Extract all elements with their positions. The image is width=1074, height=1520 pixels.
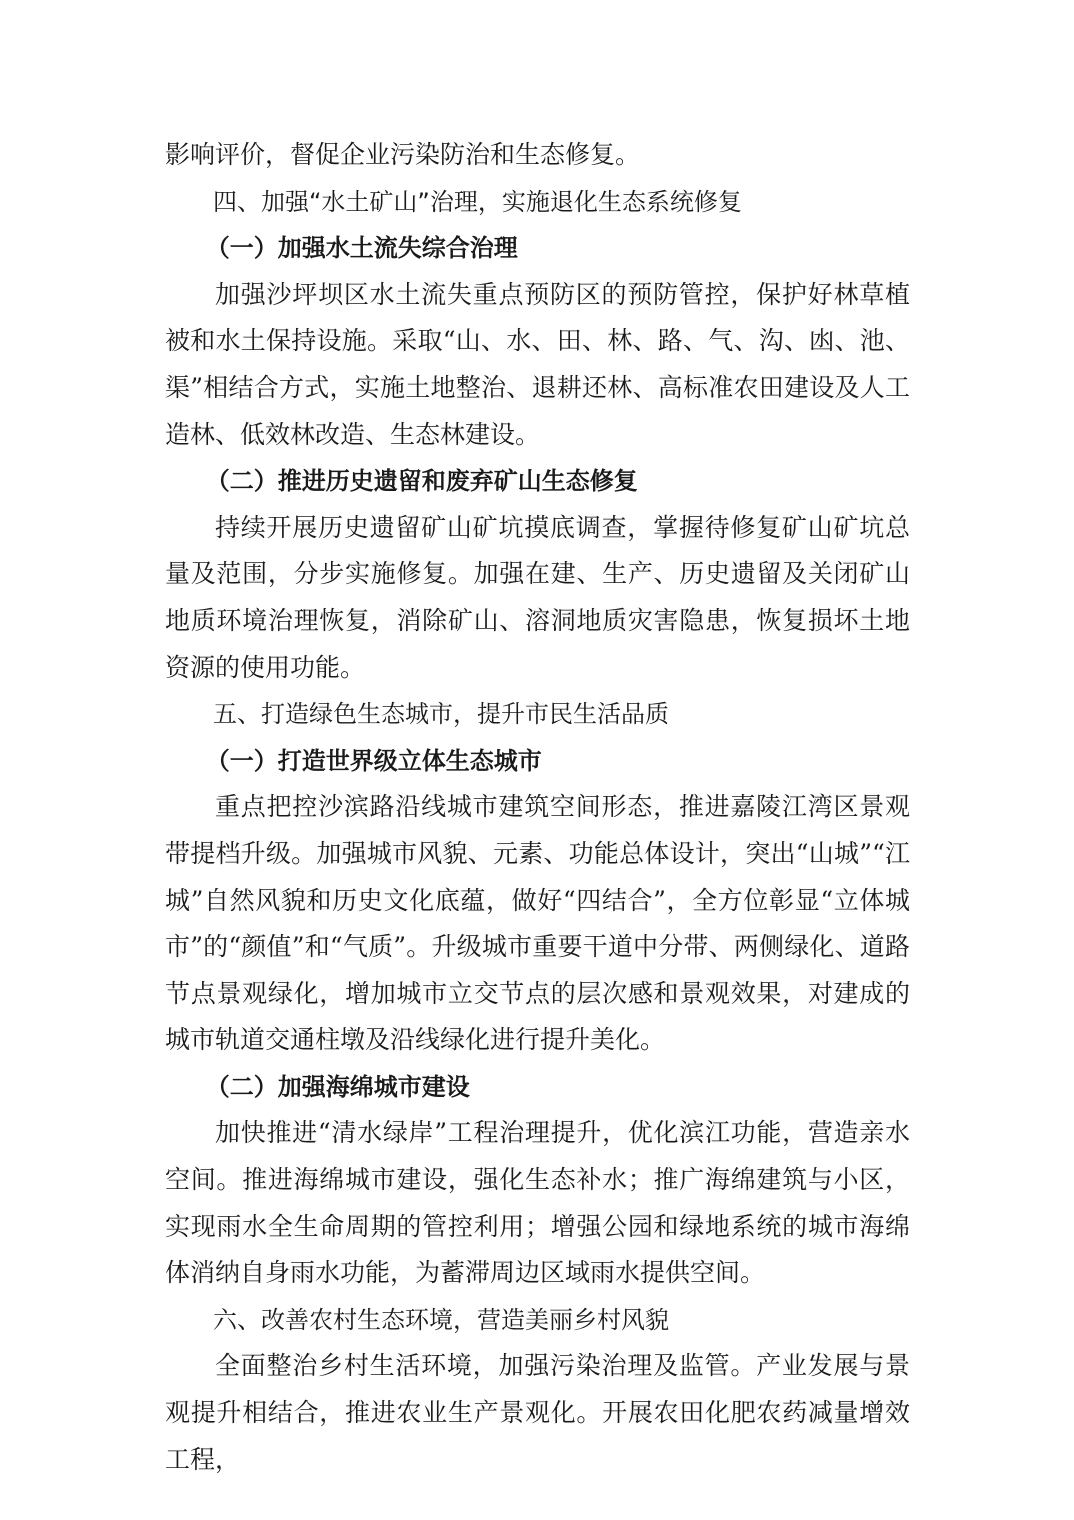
continuation-paragraph: 影响评价，督促企业污染防治和生态修复。 [165,140,641,169]
subsection-heading-4-2: （二）推进历史遗留和废弃矿山生态修复 [205,467,638,496]
paragraph-soil-erosion: 加强沙坪坝区水土流失重点预防区的预防管控，保护好林草植被和水土保持设施。采取“山、水、田、林、路、气、沟、凼、池、渠”相结合方式，实施土地整治、退耕还林、高标准农田建设及人工造林、低效林改造、生态林建设。 [165,279,910,449]
paragraph-eco-city: 重点把控沙滨路沿线城市建筑空间形态，推进嘉陵江湾区景观带提档升级。加强城市风貌、元素、功能总体设计，突出“山城”“江城”自然风貌和历史文化底蕴，做好“四结合”，全方位彰显“立体城市”的“颜值”和“气质”。升级城市重要干道中分带、两侧绿化、道路节点景观绿化，增加城市立交节点的层次感和景观效果，对建成的城市轨道交通柱墩及沿线绿化进行提升美化。 [165,792,910,1055]
section-heading-6: 六、改善农村生态环境，营造美丽乡村风貌 [213,1305,669,1334]
subsection-heading-5-2: （二）加强海绵城市建设 [205,1072,470,1101]
subsection-heading-4-1: （一）加强水土流失综合治理 [205,234,518,263]
section-heading-5: 五、打造绿色生态城市，提升市民生活品质 [213,700,669,729]
paragraph-mine-restoration: 持续开展历史遗留矿山矿坑摸底调查，掌握待修复矿山矿坑总量及范围，分步实施修复。加强在建、生产、历史遗留及关闭矿山地质环境治理恢复，消除矿山、溶洞地质灾害隐患，恢复损坏土地资源的使用功能。 [165,512,910,682]
section-heading-4: 四、加强“水土矿山”治理，实施退化生态系统修复 [213,187,742,216]
paragraph-rural-environment: 全面整治乡村生活环境，加强污染治理及监管。产业发展与景观提升相结合，推进农业生产景观化。开展农田化肥农药减量增效工程， [165,1351,910,1474]
document-body [165,132,910,1483]
paragraph-sponge-city: 加快推进“清水绿岸”工程治理提升，优化滨江功能，营造亲水空间。推进海绵城市建设，强化生态补水；推广海绵建筑与小区，实现雨水全生命周期的管控利用；增强公园和绿地系统的城市海绵体消纳自身雨水功能，为蓄滞周边区域雨水提供空间。 [165,1118,910,1288]
subsection-heading-5-1: （一）打造世界级立体生态城市 [205,746,542,775]
